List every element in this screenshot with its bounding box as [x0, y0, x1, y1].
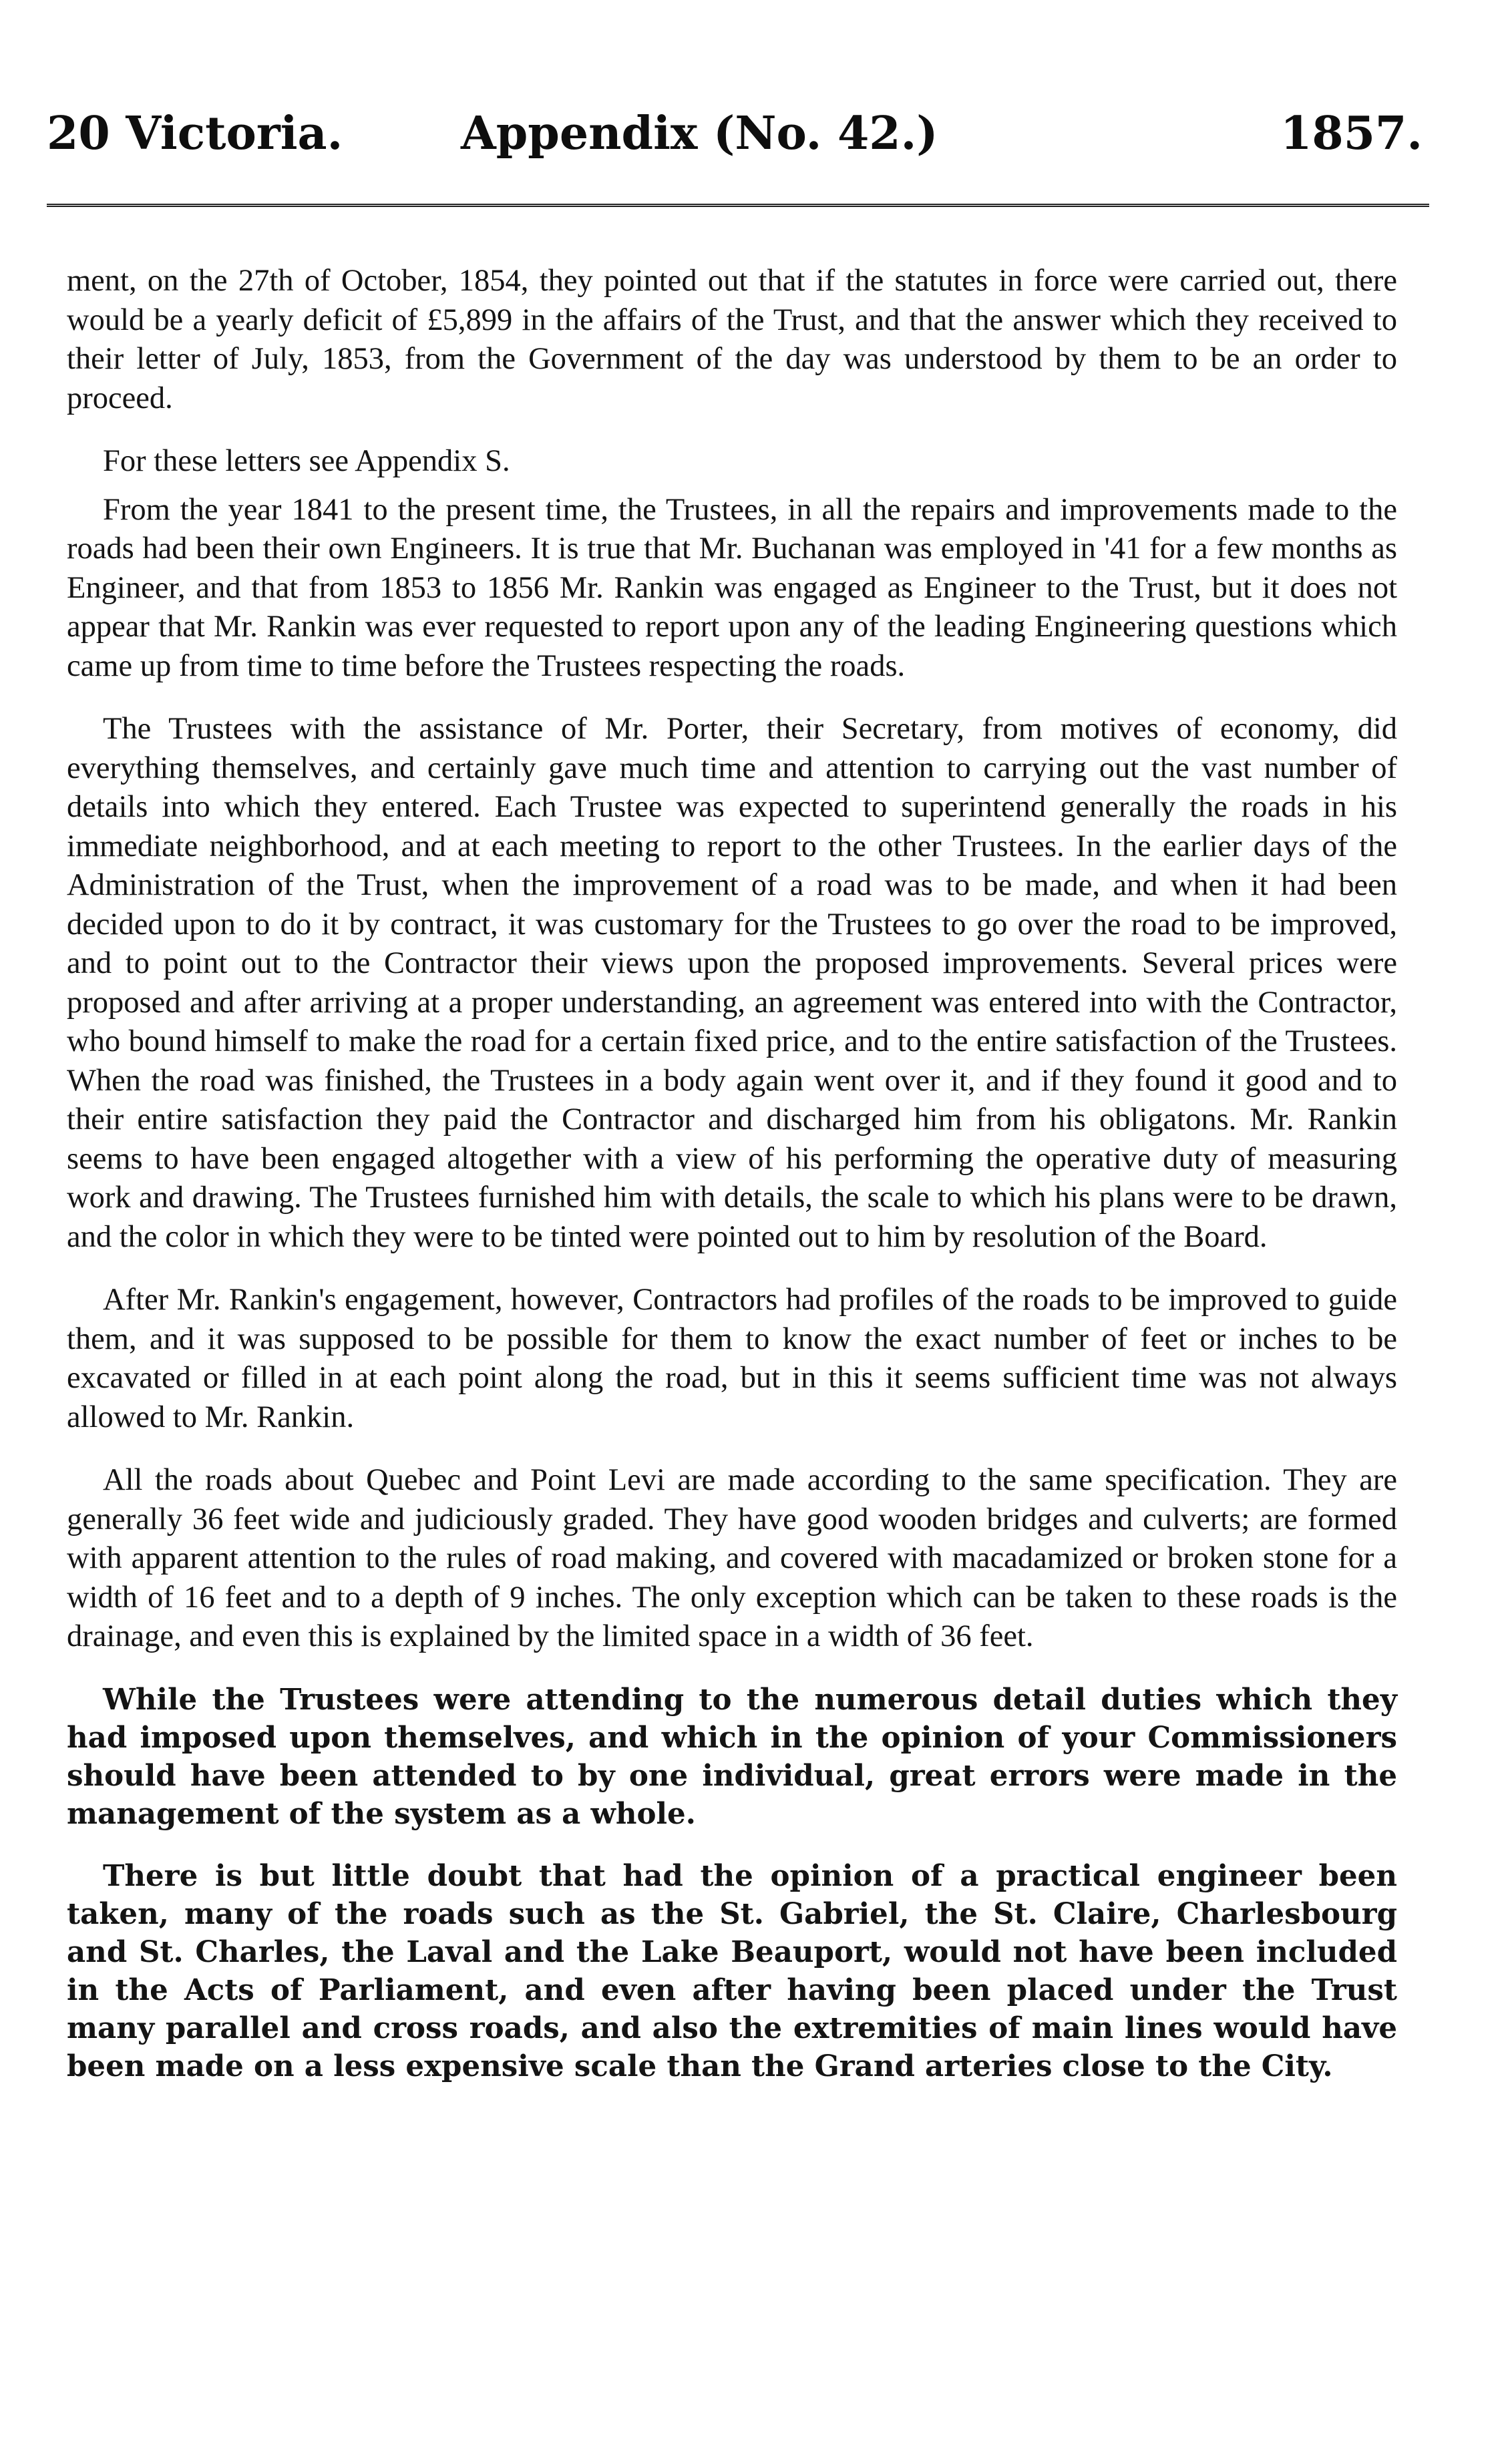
paragraph-7: While the Trustees were attending to the numerous detail duties which they had imposed upon themselves, and which in the opinion of your Commissioners should have been attended to by one individual, great errors were made in the management of the system as a whole. [67, 1682, 1397, 1831]
paragraph-5: After Mr. Rankin's engagement, however, Contractors had profiles of the roads to be improved to guide them, and it was supposed to be possible for them to know the exact number of feet or inches to be excavated or filled in at each point along the road, but in this it seems sufficient time was not always allowed to Mr. Rankin. [67, 1283, 1397, 1434]
header-rule [47, 204, 1429, 207]
body-text [67, 262, 1397, 2109]
running-header [47, 100, 1423, 167]
paragraph-2: For these letters see Appendix S. [103, 444, 510, 478]
paragraph-1: ment, on the 27th of October, 1854, they pointed out that if the statutes in force were carried out, there would be a yearly deficit of £5,899 in the affairs of the Trust, and that the answer which they received to their letter of July, 1853, from the Government of the day was understood by them to be an order to proceed. [67, 264, 1397, 415]
appendix-label: Appendix (No. 42.) [461, 107, 938, 160]
year-label: 1857. [1280, 107, 1423, 160]
paragraph-8: There is but little doubt that had the opinion of a practical engineer been taken, many of the roads such as the St. Gabriel, the St. Claire, Charlesbourg and St. Charles, the Laval and the Lake Beauport, would not have been included in the Acts of Parliament, and even after having been placed under the Trust many parallel and cross roads, and also the extremities of main lines would have been made on a less expensive scale than the Grand arteries close to the City. [67, 1858, 1397, 2083]
paragraph-3: From the year 1841 to the present time, the Trustees, in all the repairs and improvements made to the roads had been their own Engineers. It is true that Mr. Buchanan was employed in '41 for a few months as Engineer, and that from 1853 to 1856 Mr. Rankin was engaged as Engineer to the Trust, but it does not appear that Mr. Rankin was ever requested to report upon any of the leading Engineering questions which came up from time to time before the Trustees respecting the roads. [67, 492, 1397, 683]
paragraph-6: All the roads about Quebec and Point Levi are made according to the same specification. They are generally 36 feet wide and judiciously graded. They have good wooden bridges and culverts; are formed with apparent attention to the rules of road making, and covered with macadamized or broken stone for a width of 16 feet and to a depth of 9 inches. The only exception which can be taken to these roads is the drainage, and even this is explained by the limited space in a width of 36 feet. [67, 1463, 1397, 1653]
paragraph-4: The Trustees with the assistance of Mr. Porter, their Secretary, from motives of economy, did everything themselves, and certainly gave much time and attention to carrying out the vast number of details into which they entered. Each Trustee was expected to superintend generally the roads in his immediate neighborhood, and at each meeting to report to the other Trustees. In the earlier days of the Administration of the Trust, when the improvement of a road was to be made, and when it had been decided upon to do it by contract, it was customary for the Trustees to go over the road to be improved, and to point out to the Contractor their views upon the proposed improvements. Several prices were proposed and after arriving at a proper understanding, an agreement was entered into with the Contractor, who bound himself to make the road for a certain fixed price, and to the entire satisfaction of the Trustees. When the road was finished, the Trustees in a body again went over it, and if they found it good and to their entire satisfaction they paid the Contractor and discharged him from his obligatons. Mr. Rankin seems to have been engaged altogether with a view of his performing the operative duty of measuring work and drawing. The Trustees furnished him with details, the scale to which his plans were to be drawn, and the color in which they were to be tinted were pointed out to him by resolution of the Board. [67, 712, 1397, 1254]
session-label: 20 Victoria. [47, 107, 343, 160]
